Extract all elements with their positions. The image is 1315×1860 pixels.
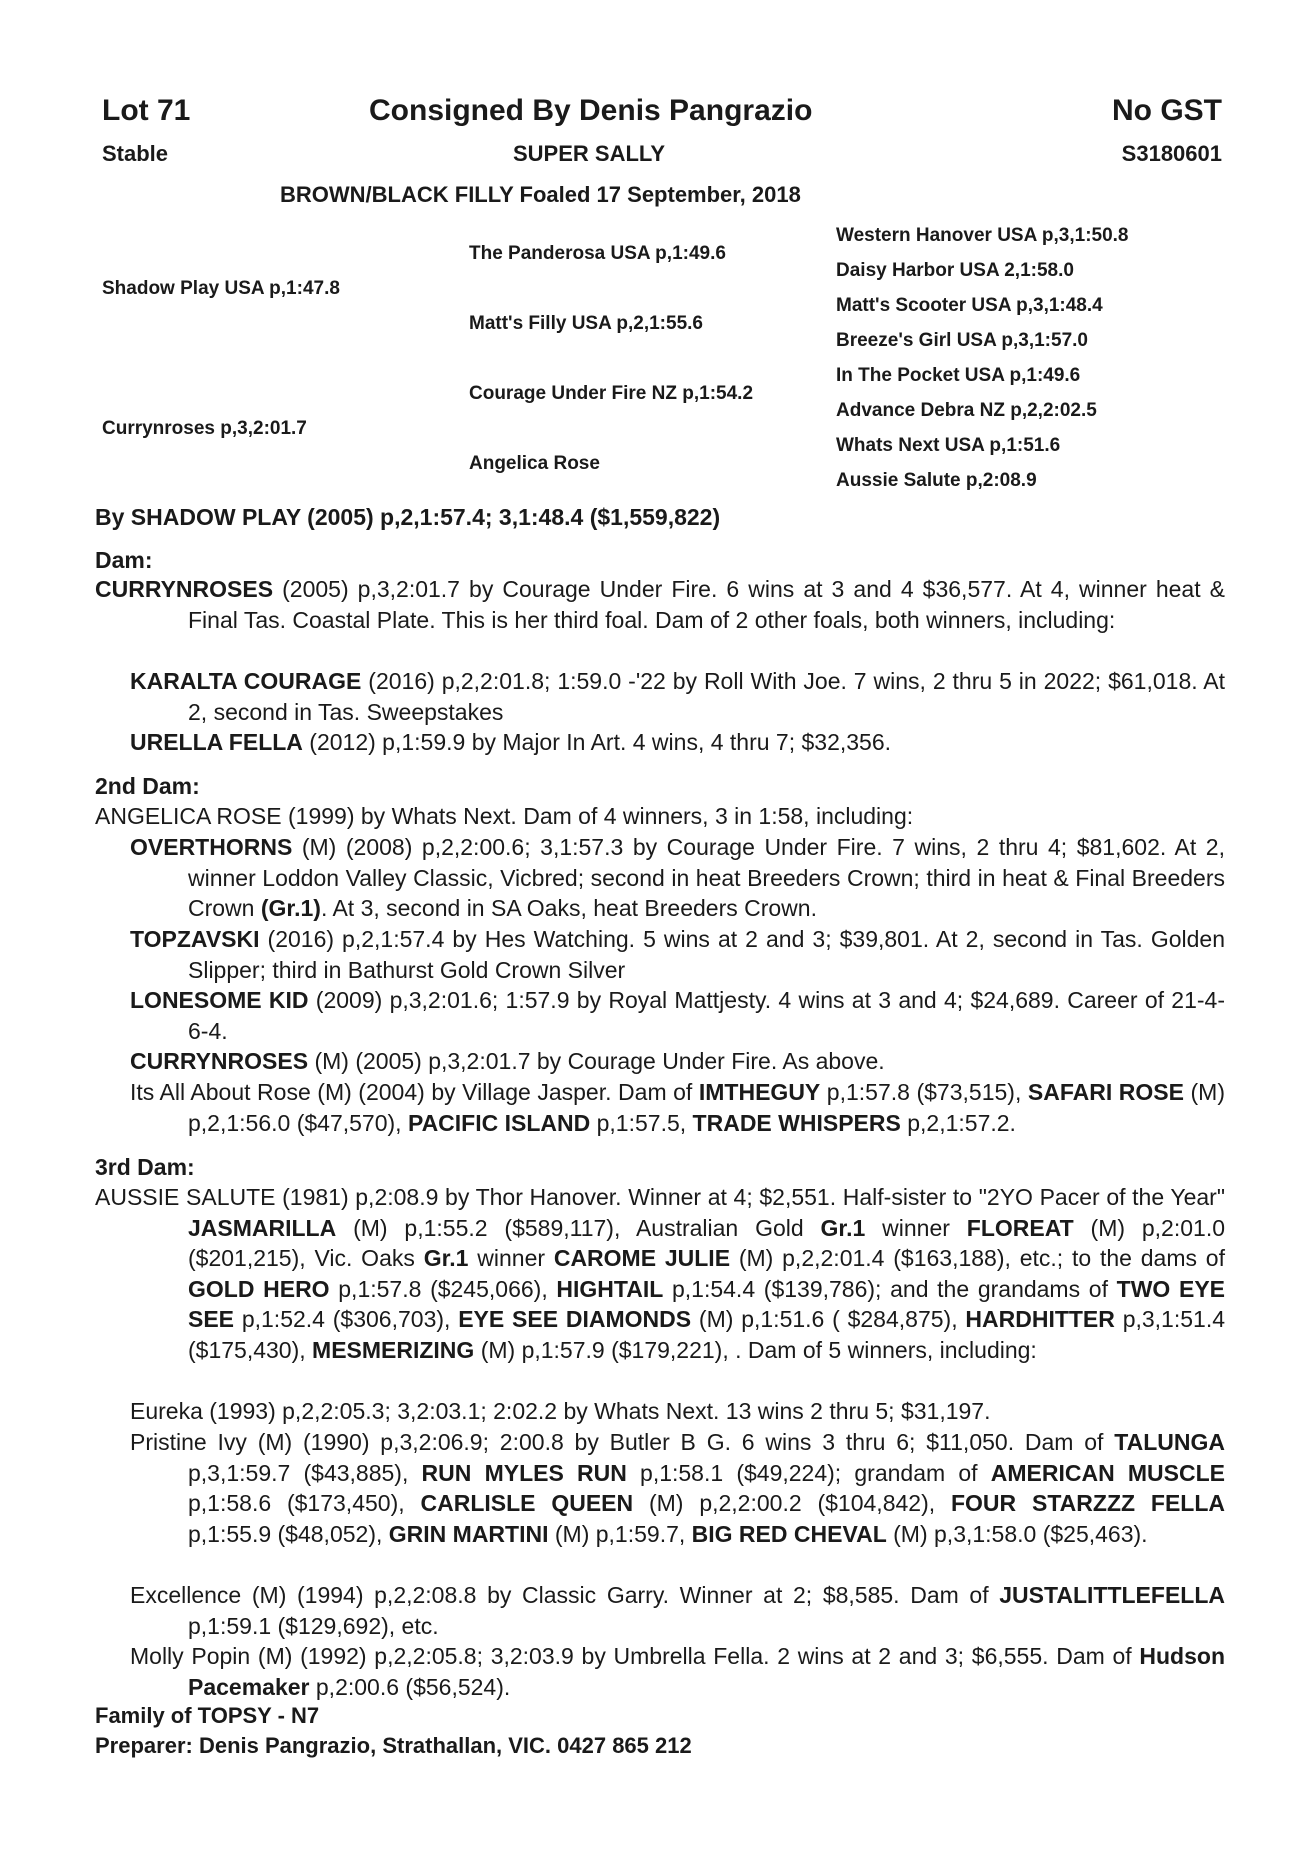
pedigree-gen3-1: Western Hanover USA p,3,1:50.8 [836, 225, 1129, 246]
family-line: Family of TOPSY - N7 [95, 1703, 320, 1728]
progeny-name: KARALTA COURAGE [130, 668, 362, 694]
pedigree-sire-dam: Matt's Filly USA p,2,1:55.6 [469, 313, 703, 334]
pedigree-dam: Currynroses p,3,2:01.7 [102, 418, 307, 439]
entry-text: p,1:54.4 ($139,786); and the grandams of [663, 1275, 1117, 1302]
horse-name: HARDHITTER [965, 1306, 1115, 1332]
dam-progeny-1 [130, 666, 1225, 727]
progeny-text: (M) p,2,2:00.2 ($104,842), [633, 1490, 951, 1516]
horse-description: BROWN/BLACK FILLY Foaled 17 September, 2018 [280, 182, 801, 207]
progeny-text: p,2:00.6 ($56,524). [309, 1673, 511, 1700]
progeny-text: . At 3, second in SA Oaks, heat Breeders Crown. [320, 895, 817, 921]
progeny-text: (M) p,3,1:58.0 ($25,463). [886, 1520, 1148, 1547]
second-dam-progeny-2 [130, 924, 1225, 985]
group-label: Gr.1 [423, 1245, 469, 1271]
progeny-name: TOPZAVSKI [130, 926, 260, 952]
pedigree-sire: Shadow Play USA p,1:47.8 [102, 278, 340, 299]
progeny-name: JUSTALITTLEFELLA [999, 1582, 1225, 1608]
dam-text: (2005) p,3,2:01.7 by Courage Under Fire. 6 wins at 3 and 4 $36,577. At 4, winner heat & Final Tas. Coastal Plate. This is her third foal. Dam of 2 other foals, both winners, including: [188, 576, 1225, 633]
dam-name: CURRYNROSES [95, 576, 274, 602]
progeny-text: p,1:55.9 ($48,052), [188, 1520, 389, 1547]
sire-line: By SHADOW PLAY (2005) p,2,1:57.4; 3,1:48.4 ($1,559,822) [95, 504, 721, 530]
consignor: Consigned By Denis Pangrazio [369, 94, 813, 127]
progeny-name: IMTHEGUY [698, 1079, 821, 1105]
entry-text: p,1:52.4 ($306,703), [234, 1306, 459, 1332]
entry-text: (M) p,1:55.2 ($589,117), Australian Gold [336, 1214, 821, 1241]
horse-name: MESMERIZING [312, 1336, 475, 1363]
horse-name: FLOREAT [966, 1214, 1074, 1241]
pedigree-gen3-4: Breeze's Girl USA p,3,1:57.0 [836, 330, 1088, 351]
progeny-text: p,1:58.6 ($173,450), [188, 1490, 421, 1516]
progeny-name: Hudson Pacemaker [188, 1643, 1225, 1700]
pedigree-gen3-6: Advance Debra NZ p,2,2:02.5 [836, 400, 1097, 421]
progeny-text: p,3,1:59.7 ($43,885), [188, 1459, 422, 1486]
horse-name: CAROME JULIE [553, 1245, 731, 1271]
progeny-name: BIG RED CHEVAL [691, 1520, 887, 1547]
dam-entry [95, 574, 1225, 635]
entry-text: p,3,1:51.4 ($175,430), [188, 1306, 1226, 1363]
pedigree-gen3-5: In The Pocket USA p,1:49.6 [836, 365, 1081, 386]
lot-code: S3180601 [1121, 141, 1222, 166]
progeny-text: p,1:58.1 ($49,224); grandam of [626, 1459, 991, 1486]
progeny-text: p,1:57.8 ($73,515), [820, 1079, 1028, 1105]
horse-name: EYE SEE DIAMONDS [458, 1306, 692, 1332]
progeny-name: TALUNGA [1114, 1429, 1225, 1455]
pedigree-gen3-3: Matt's Scooter USA p,3,1:48.4 [836, 295, 1103, 316]
location: Stable [102, 141, 169, 166]
progeny-name: TRADE WHISPERS [692, 1109, 901, 1136]
progeny-text: (M) (2008) p,2,2:00.6; 3,1:57.3 by Courage Under Fire. 7 wins, 2 thru 4; $81,602. At 2, winner Loddon Valley Classic, Vicbred; second in heat Breeders Crown; third in heat & Final Breeders Crown [188, 834, 1225, 921]
entry-text: p,1:57.8 ($245,066), [329, 1275, 557, 1302]
progeny-text: Pristine Ivy (M) (1990) p,3,2:06.9; 2:00.8 by Butler B G. 6 wins 3 thru 6; $11,050. Dam of [130, 1429, 1115, 1455]
progeny-text: p,2,1:57.2. [900, 1109, 1016, 1136]
third-dam-heading: 3rd Dam: [95, 1154, 195, 1180]
progeny-text: (2016) p,2,1:57.4 by Hes Watching. 5 wins at 2 and 3; $39,801. At 2, second in Tas. Golden Slipper; third in Bathurst Gold Crown Silver [188, 926, 1225, 983]
progeny-text: Molly Popin (M) (1992) p,2,2:05.8; 3,2:03.9 by Umbrella Fella. 2 wins at 2 and 3; $6,555. Dam of [130, 1643, 1140, 1669]
progeny-text: (M) p,2,1:56.0 ($47,570), [188, 1079, 1225, 1136]
pedigree-gen3-2: Daisy Harbor USA 2,1:58.0 [836, 260, 1074, 281]
progeny-name: AMERICAN MUSCLE [990, 1459, 1225, 1486]
entry-text: winner [865, 1214, 967, 1241]
horse-name: JASMARILLA [188, 1214, 337, 1241]
progeny-text: (M) p,1:59.7, [548, 1520, 692, 1547]
progeny-text: Excellence (M) (1994) p,2,2:08.8 by Classic Garry. Winner at 2; $8,585. Dam of [130, 1582, 1000, 1608]
third-dam-entry [95, 1182, 1225, 1365]
progeny-name: SAFARI ROSE [1027, 1079, 1184, 1105]
group-label: (Gr.1) [260, 895, 321, 921]
progeny-text: (2016) p,2,2:01.8; 1:59.0 -'22 by Roll With Joe. 7 wins, 2 thru 5 in 2022; $61,018. At 2, second in Tas. Sweepstakes [188, 668, 1226, 725]
second-dam-progeny-4 [130, 1046, 1225, 1077]
dam-heading: Dam: [95, 547, 153, 573]
second-dam-heading: 2nd Dam: [95, 773, 200, 799]
progeny-name: RUN MYLES RUN [421, 1459, 627, 1486]
gst-status: No GST [1112, 94, 1222, 127]
horse-name: HIGHTAIL [556, 1275, 664, 1302]
dam-progeny-2 [130, 727, 1225, 758]
third-dam-progeny-1: Eureka (1993) p,2,2:05.3; 3,2:03.1; 2:02.2 by Whats Next. 13 wins 2 thru 5; $31,197. [130, 1398, 991, 1424]
horse-name: SUPER SALLY [513, 141, 666, 166]
progeny-name: LONESOME KID [130, 987, 309, 1013]
horse-name: GOLD HERO [188, 1275, 330, 1302]
pedigree-gen3-8: Aussie Salute p,2:08.9 [836, 470, 1037, 491]
entry-text: (M) p,2:01.0 ($201,215), Vic. Oaks [188, 1214, 1225, 1271]
entry-text: winner [468, 1245, 554, 1271]
group-label: Gr.1 [820, 1214, 866, 1241]
entry-text: (M) p,1:57.9 ($179,221), . Dam of 5 winners, including: [474, 1336, 1037, 1363]
progeny-text: Its All About Rose (M) (2004) by Village Jasper. Dam of [130, 1079, 699, 1105]
progeny-text: p,1:59.1 ($129,692), etc. [188, 1612, 439, 1639]
pedigree-dam-sire: Courage Under Fire NZ p,1:54.2 [469, 383, 754, 404]
pedigree-sire-sire: The Panderosa USA p,1:49.6 [469, 243, 726, 264]
progeny-name: CURRYNROSES [130, 1048, 309, 1074]
second-dam-progeny-5 [130, 1077, 1225, 1138]
pedigree-gen3-7: Whats Next USA p,1:51.6 [836, 435, 1061, 456]
progeny-text: p,1:57.5, [590, 1109, 693, 1136]
third-dam-progeny-4 [130, 1641, 1225, 1702]
progeny-name: PACIFIC ISLAND [407, 1109, 591, 1136]
third-dam-progeny-2 [130, 1427, 1225, 1549]
pedigree-dam-dam: Angelica Rose [469, 453, 600, 474]
entry-text: AUSSIE SALUTE (1981) p,2:08.9 by Thor Hanover. Winner at 4; $2,551. Half-sister to "2YO Pacer of the Year" [95, 1184, 1225, 1210]
progeny-name: FOUR STARZZZ FELLA [950, 1490, 1225, 1516]
second-dam-progeny-3 [130, 985, 1225, 1046]
entry-text: (M) p,2,2:01.4 ($163,188), etc.; to the dams of [730, 1245, 1225, 1271]
progeny-text: (2012) p,1:59.9 by Major In Art. 4 wins, 4 thru 7; $32,356. [302, 729, 892, 755]
second-dam-entry: ANGELICA ROSE (1999) by Whats Next. Dam of 4 winners, 3 in 1:58, including: [95, 803, 914, 829]
entry-text: (M) p,1:51.6 ( $284,875), [691, 1306, 966, 1332]
second-dam-progeny-1 [130, 832, 1225, 924]
progeny-text: (M) (2005) p,3,2:01.7 by Courage Under Fire. As above. [308, 1048, 885, 1074]
third-dam-progeny-3 [130, 1580, 1225, 1641]
progeny-name: OVERTHORNS [130, 834, 293, 860]
progeny-name: URELLA FELLA [130, 729, 303, 755]
progeny-name: CARLISLE QUEEN [420, 1490, 634, 1516]
progeny-text: (2009) p,3,2:01.6; 1:57.9 by Royal Mattjesty. 4 wins at 3 and 4; $24,689. Career of 21-4-6-4. [188, 987, 1225, 1044]
horse-name: TWO EYE SEE [188, 1275, 1226, 1332]
lot-number: Lot 71 [102, 94, 191, 127]
progeny-name: GRIN MARTINI [388, 1520, 549, 1547]
preparer-line: Preparer: Denis Pangrazio, Strathallan, VIC. 0427 865 212 [95, 1733, 692, 1758]
